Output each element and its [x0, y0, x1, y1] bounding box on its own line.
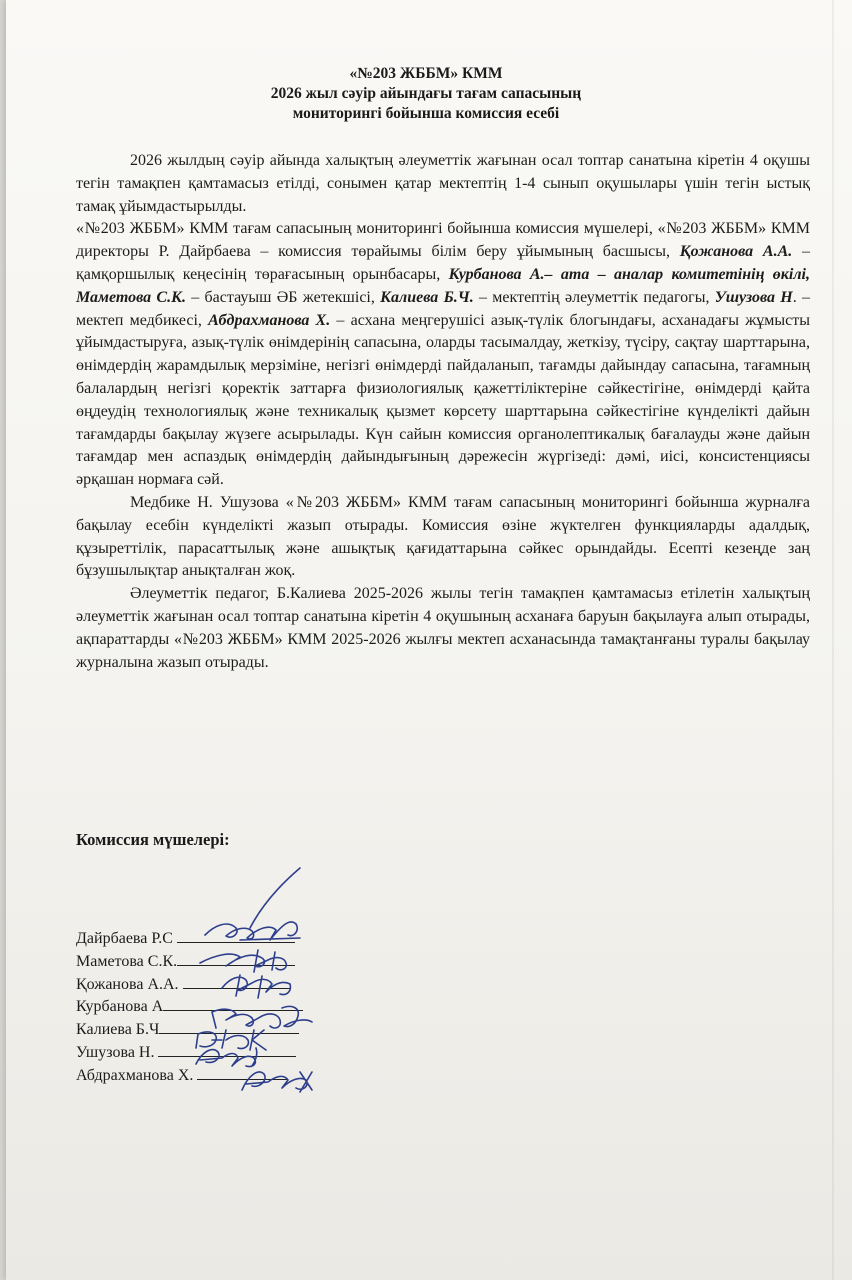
member-name-ushuzova: Ушузова Н: [714, 288, 793, 306]
paragraph-social-pedagogue: Әлеуметтік педагог, Б.Калиева 2025-2026 жылы тегін тамақпен қамтамасыз етілетін халықтың әлеуметтік жағынан осал топтар санатына кіретін 4 оқушының асханаға баруын бақылауға алып отырады, ақпараттарды «№203 ЖББМ» КММ 2025-2026 жылғы мектеп асханасында тамақтанғаны туралы бақылау журналына жазып отырады.: [76, 585, 810, 671]
member-name: Қожанова А.А.: [76, 975, 179, 993]
member-name: Курбанова А: [76, 998, 164, 1016]
member-name-kurbanova: Курбанова А.– ата – аналар комитетінің өкілі,: [448, 265, 810, 283]
member-name: Дайрбаева Р.С: [76, 930, 173, 947]
signature-dairbaeva: [205, 868, 300, 940]
paragraph-nurse: Медбике Н. Ушузова «№203 ЖББМ» КММ тағам сапасының мониторингі бойынша журналға бақылау есебін күнделікті жазып отырады. Комиссия өзіне жүктелген функцияларды адалдық, құзыреттілік, парасаттылық және ашықтық қағидаттарына сәйкес орындайды. Есепті кезеңде заң бұзушылықтар анықталған жоқ.: [76, 493, 810, 580]
commission-text-7: – асхана меңгерушісі азық-түлік блогындағы, асханадағы жұмысты ұйымдастыруға, азық-түлік өнімдерінің сапасына, оларды тасымалдау, жеткізу, түсіру, сақтау шарттарына, өнімдердің жарамдылық мерзіміне, негізгі өнімдерді пайдаланып, тағамды дайындау сапасына, тағамның балалардың негізгі қоректік заттарға физиологиялық қажеттіліктеріне сәйкестігіне, өнімдерді қайта өңдеудің технологиялық және техникалық қызмет көрсету шарттарына сәйкестігіне күнделікті дайын тағамдарды бақылау жүзеге асырылады. Күн сайын комиссия органолептикалық бағалауды және дайын тағамдар мен аспаздық өнімдердің дайындығының дәрежесін жүргізеді: дәмі, иісі, консистенциясы әрқашан нормаға сәй.: [76, 311, 811, 489]
header-organization: «№203 ЖББМ» КММ: [349, 65, 503, 82]
paragraph-intro: 2026 жылдың сәуір айында халықтың әлеуметтік жағынан осал топтар санатына кіретін 4 оқушы тегін тамақпен қамтамасыз етілді, сонымен қатар мектептің 1-4 сынып оқушылары үшін тегін ыстық тамақ ұйымдастырылды.: [76, 152, 810, 215]
header-title: 2026 жыл сәуір айындағы тағам сапасының: [270, 85, 582, 102]
commission-text-4: – бастауыш ӘБ жетекшісі,: [185, 288, 381, 306]
commission-text-5: – мектептің әлеуметтік педагогы,: [473, 288, 715, 306]
member-name-abdrakhmanova: Абдрахманова Х.: [208, 311, 331, 329]
signature-kozhanova: [222, 975, 290, 998]
signature-kurbanova: [212, 1006, 312, 1028]
member-name: Абдрахманова Х.: [76, 1066, 194, 1084]
commission-text-2: – қамқоршылық кеңесінің төрағасының орынбасары,: [76, 243, 811, 283]
signature-ushuzova: [196, 1048, 257, 1067]
member-name: Калиева Б.Ч: [76, 1021, 160, 1039]
member-name-kalieva: Калиева Б.Ч.: [380, 288, 474, 306]
commission-text-1: «№203 ЖББМ» КММ тағам сапасының мониторингі бойынша комиссия мүшелері, «№203 ЖББМ» КММ директоры Р. Дайрбаева – комиссия төрайымы білім беру ұйымының басшысы,: [76, 220, 810, 261]
signature-kalieva: [196, 1030, 266, 1050]
header-subtitle: мониторингі бойынша комиссия есебі: [292, 105, 560, 122]
member-name-mametova: Маметова С.К.: [76, 288, 186, 306]
member-name-kozhanova: Қожанова А.А.: [679, 243, 793, 261]
member-name: Ушузова Н.: [76, 1043, 155, 1061]
member-name: Маметова С.К.: [76, 952, 178, 970]
signature-abdrakhmanova: [242, 1072, 312, 1092]
commission-members-heading: Комиссия мүшелері:: [76, 830, 230, 849]
signature-mametova: [200, 950, 286, 972]
commission-text-6: . – мектеп медбикесі,: [76, 288, 811, 329]
